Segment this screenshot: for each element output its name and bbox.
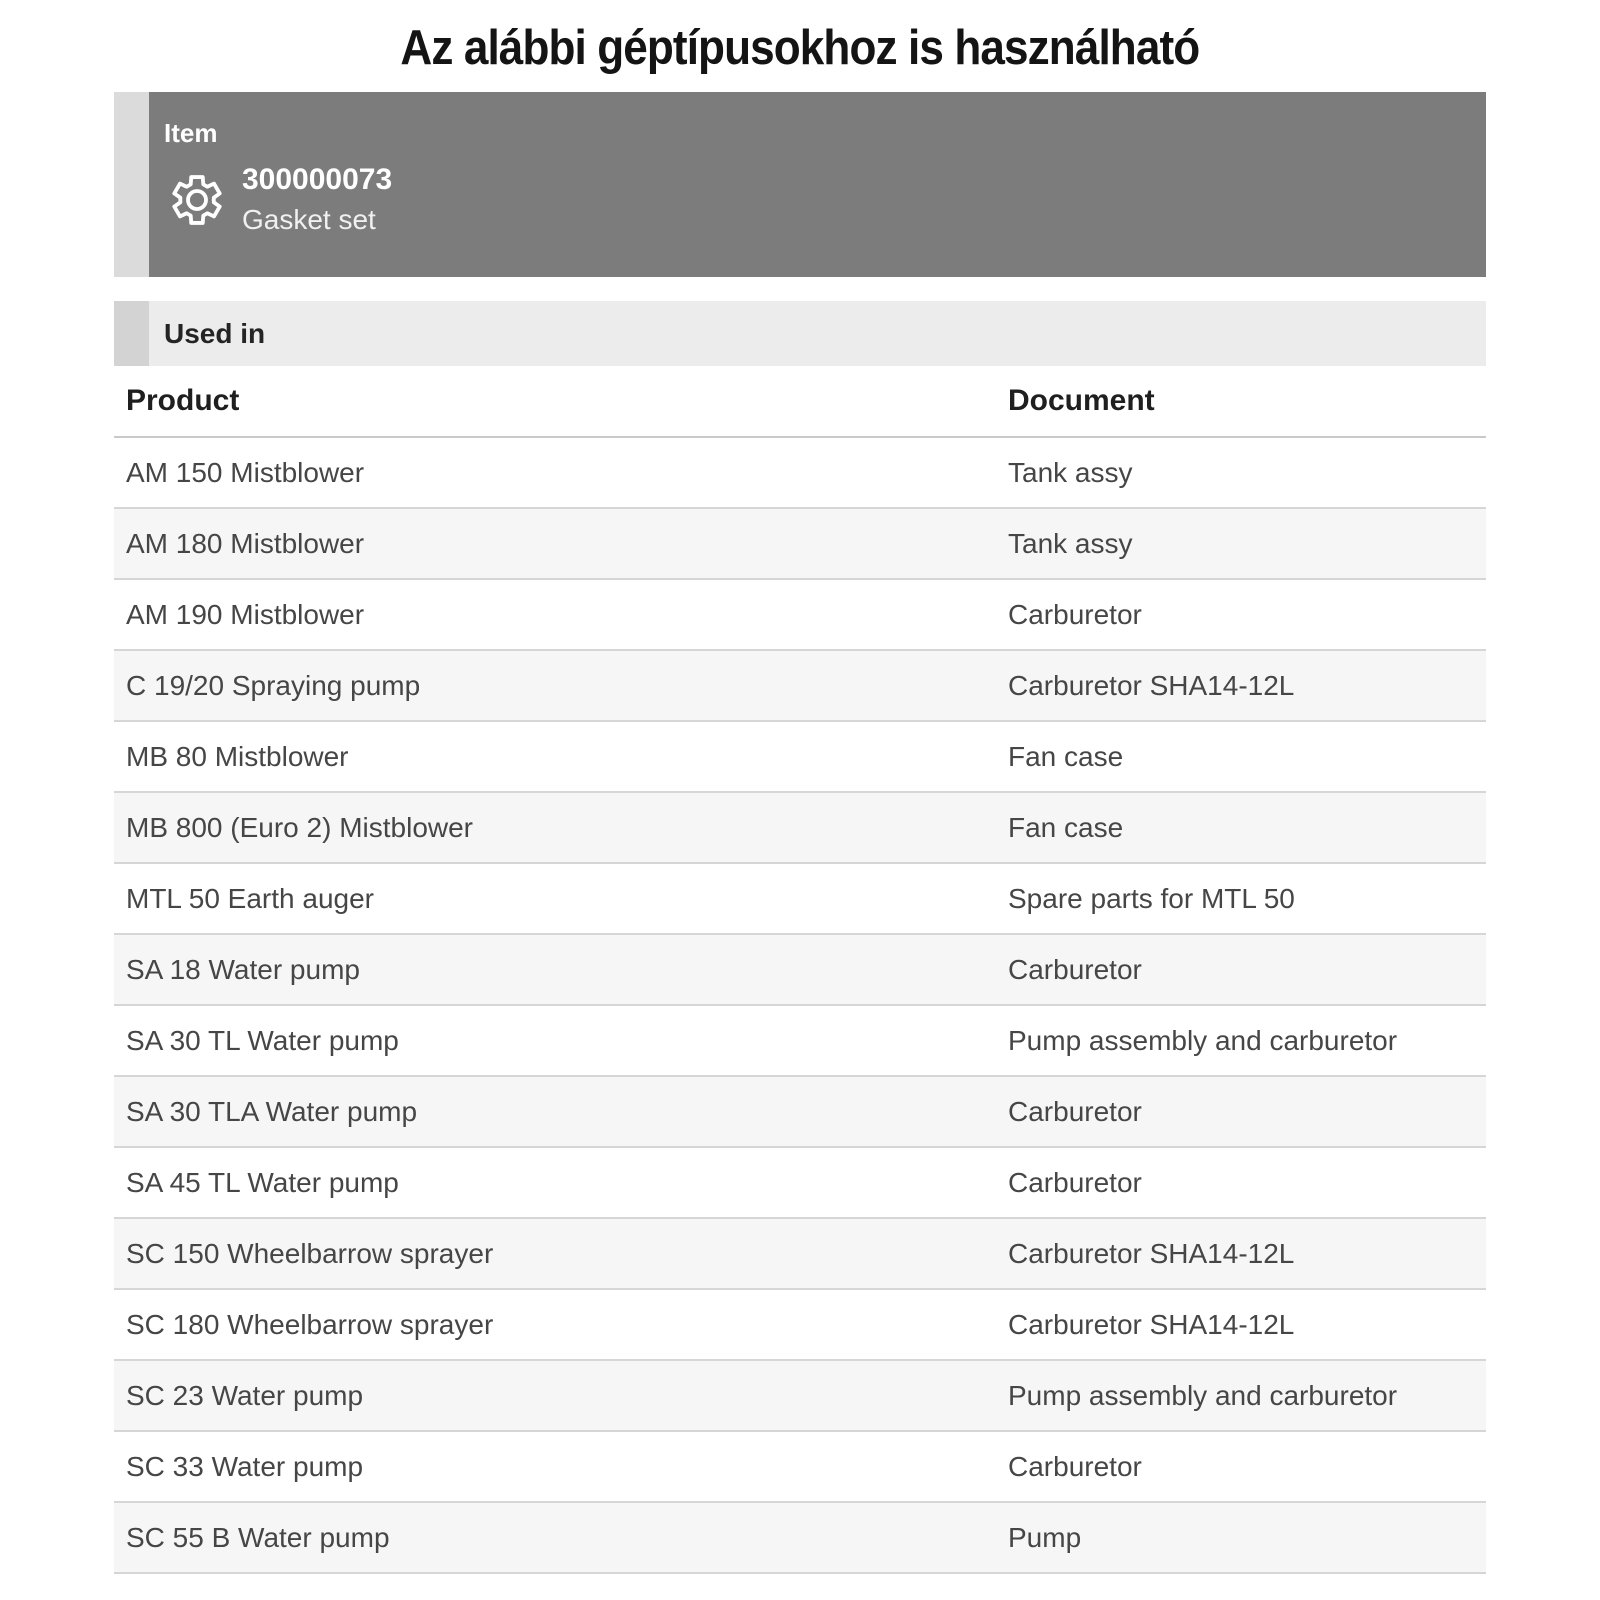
product-cell: C 19/20 Spraying pump — [114, 650, 1008, 721]
item-card-body — [149, 92, 1486, 277]
product-cell: MTL 50 Earth auger — [114, 863, 1008, 934]
gear-icon — [170, 173, 224, 227]
document-cell: Tank assy — [1008, 508, 1486, 579]
document-cell: Pump assembly and carburetor — [1008, 1005, 1486, 1076]
product-cell: MB 80 Mistblower — [114, 721, 1008, 792]
product-cell: AM 180 Mistblower — [114, 508, 1008, 579]
product-cell: SC 180 Wheelbarrow sprayer — [114, 1289, 1008, 1360]
document-cell: Carburetor — [1008, 579, 1486, 650]
used-in-table — [114, 366, 1486, 1574]
document-cell: Tank assy — [1008, 437, 1486, 508]
product-cell: SA 45 TL Water pump — [114, 1147, 1008, 1218]
product-cell: SA 18 Water pump — [114, 934, 1008, 1005]
document-cell: Pump assembly and carburetor — [1008, 1360, 1486, 1431]
table-row[interactable] — [114, 1005, 1486, 1076]
product-cell: SC 33 Water pump — [114, 1431, 1008, 1502]
product-cell: SC 23 Water pump — [114, 1360, 1008, 1431]
document-cell: Fan case — [1008, 721, 1486, 792]
column-header-document: Document — [1008, 366, 1486, 437]
table-row[interactable] — [114, 1431, 1486, 1502]
table-row[interactable] — [114, 792, 1486, 863]
table-row[interactable] — [114, 650, 1486, 721]
document-cell: Carburetor — [1008, 1431, 1486, 1502]
document-cell: Carburetor — [1008, 1147, 1486, 1218]
section-bar-body — [149, 301, 1486, 366]
table-row[interactable] — [114, 1289, 1486, 1360]
page — [114, 18, 1486, 1574]
page-title: Az alábbi géptípusokhoz is használható — [400, 21, 1200, 75]
table-row[interactable] — [114, 934, 1486, 1005]
section-accent-bar — [114, 301, 149, 366]
item-number: 300000073 — [242, 163, 393, 196]
document-cell: Fan case — [1008, 792, 1486, 863]
product-cell: SA 30 TLA Water pump — [114, 1076, 1008, 1147]
table-row[interactable] — [114, 721, 1486, 792]
table-row[interactable] — [114, 1218, 1486, 1289]
document-cell: Pump — [1008, 1502, 1486, 1573]
item-label: Item — [164, 118, 218, 148]
table-row[interactable] — [114, 579, 1486, 650]
used-in-table-body — [114, 437, 1486, 1573]
item-texts — [242, 163, 392, 236]
product-cell: AM 190 Mistblower — [114, 579, 1008, 650]
section-title: Used in — [164, 317, 266, 349]
table-row[interactable] — [114, 508, 1486, 579]
document-cell: Carburetor SHA14-12L — [1008, 1218, 1486, 1289]
item-name: Gasket set — [242, 204, 376, 235]
table-header-row — [114, 366, 1486, 437]
table-row[interactable] — [114, 437, 1486, 508]
table-row[interactable] — [114, 863, 1486, 934]
item-card — [114, 92, 1486, 277]
document-cell: Carburetor SHA14-12L — [1008, 1289, 1486, 1360]
document-cell: Carburetor — [1008, 934, 1486, 1005]
document-cell: Carburetor SHA14-12L — [1008, 650, 1486, 721]
table-row[interactable] — [114, 1076, 1486, 1147]
document-cell: Carburetor — [1008, 1076, 1486, 1147]
table-row[interactable] — [114, 1147, 1486, 1218]
product-cell: MB 800 (Euro 2) Mistblower — [114, 792, 1008, 863]
product-cell: SC 150 Wheelbarrow sprayer — [114, 1218, 1008, 1289]
item-row — [164, 163, 1486, 236]
product-cell: SC 55 B Water pump — [114, 1502, 1008, 1573]
column-header-product: Product — [114, 366, 1008, 437]
table-row[interactable] — [114, 1502, 1486, 1573]
used-in-section-header — [114, 301, 1486, 366]
product-cell: AM 150 Mistblower — [114, 437, 1008, 508]
table-row[interactable] — [114, 1360, 1486, 1431]
product-cell: SA 30 TL Water pump — [114, 1005, 1008, 1076]
item-card-accent-bar — [114, 92, 149, 277]
document-cell: Spare parts for MTL 50 — [1008, 863, 1486, 934]
